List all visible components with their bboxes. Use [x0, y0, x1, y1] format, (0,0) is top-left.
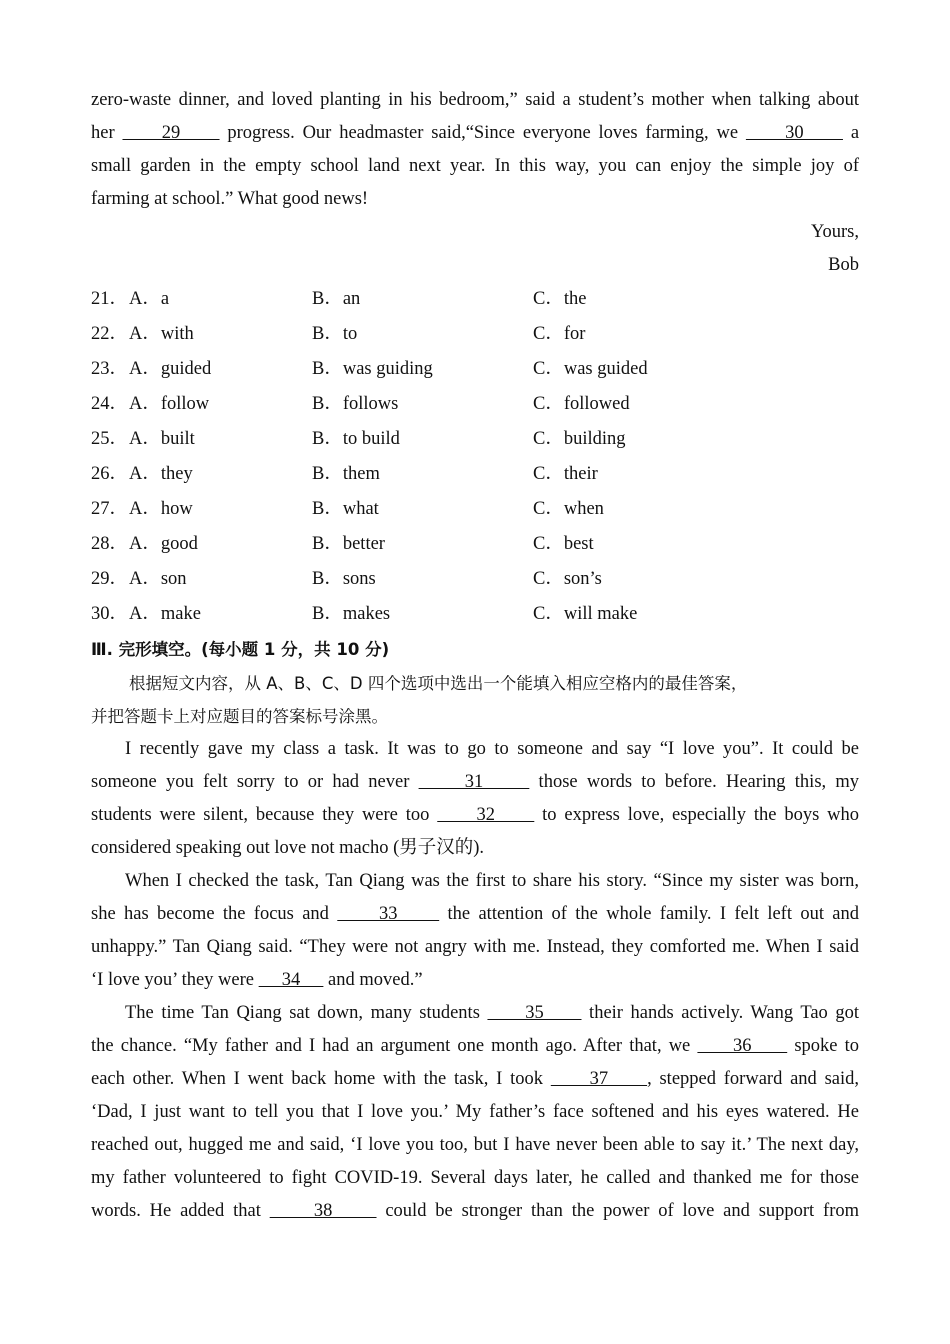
text-segment: she has become the focus and: [91, 904, 338, 924]
text-line: [91, 84, 859, 117]
text-segment: progress. Our headmaster said,“Since everyone loves farming, we: [219, 123, 746, 143]
option-a: A．with: [129, 324, 194, 344]
text-segment: to express love, especially the boys who: [534, 805, 859, 825]
text-line: [91, 1129, 859, 1162]
question-number: 23．: [91, 359, 129, 379]
text-segment: their hands actively. Wang Tao got: [581, 1003, 859, 1023]
text-line: [91, 799, 859, 832]
answer-blank: 30: [745, 123, 843, 143]
question-row: [91, 562, 859, 597]
option-b: B．better: [312, 534, 385, 554]
text-segment: zero-waste dinner, and loved planting in his bedroom,” said a student’s mother when talking about: [91, 90, 859, 110]
option-b: B．what: [312, 499, 379, 519]
text-segment: I recently gave my class a task. It was to go to someone and say “I love you”. It could be: [125, 739, 859, 759]
question-number: 26．: [91, 464, 129, 484]
answer-blank: 34: [258, 970, 324, 990]
question-row: [91, 352, 859, 387]
text-segment: a: [842, 123, 860, 143]
question-row: [91, 457, 859, 492]
answer-blank: 32: [437, 805, 535, 825]
question-number: 27．: [91, 499, 129, 519]
answer-blank: 31: [418, 772, 530, 792]
question-row: [91, 422, 859, 457]
text-line: [91, 766, 859, 799]
option-c: C．was guided: [533, 359, 648, 379]
text-segment: and moved.”: [323, 970, 423, 990]
option-a: A．a: [129, 289, 170, 309]
text-line: [91, 1195, 859, 1228]
option-a: A．built: [129, 429, 195, 449]
text-segment: the chance. “My father and I had an argument one month ago. After that, we: [91, 1036, 698, 1056]
question-number: 25．: [91, 429, 129, 449]
page: [91, 84, 859, 1228]
instruction-line: 根据短文内容，从 A、B、C、D 四个选项中选出一个能填入相应空格内的最佳答案，: [129, 674, 748, 693]
text-segment: ‘I love you’ they were: [91, 970, 259, 990]
option-a: A．they: [129, 464, 193, 484]
text-line: [91, 1030, 859, 1063]
letter-closing: Yours,: [811, 222, 859, 242]
option-a: A．make: [129, 604, 201, 624]
option-c: C．son’s: [533, 569, 602, 589]
option-c: C．the: [533, 289, 587, 309]
question-number: 22．: [91, 324, 129, 344]
text-segment: the attention of the whole family. I felt left out and: [439, 904, 860, 924]
text-segment: The time Tan Qiang sat down, many students: [125, 1003, 488, 1023]
text-segment: , stepped forward and said,: [647, 1069, 860, 1089]
text-segment: her: [91, 123, 123, 143]
answer-blank: 29: [122, 123, 220, 143]
text-line: [91, 1096, 859, 1129]
text-segment: spoke to: [787, 1036, 860, 1056]
answer-blank: 38: [269, 1201, 377, 1221]
text-line: [91, 150, 859, 183]
text-segment: considered speaking out love not macho (男子汉的).: [91, 838, 485, 858]
option-b: B．an: [312, 289, 361, 309]
question-number: 30．: [91, 604, 129, 624]
option-a: A．guided: [129, 359, 212, 379]
text-segment: small garden in the empty school land next year. In this way, you can enjoy the simple joy of: [91, 156, 859, 176]
text-line: [91, 1063, 859, 1096]
option-b: B．to build: [312, 429, 400, 449]
option-a: A．follow: [129, 394, 210, 414]
option-c: C．followed: [533, 394, 630, 414]
text-segment: could be stronger than the power of love and support from: [376, 1201, 859, 1221]
question-row: [91, 317, 859, 352]
text-segment: farming at school.” What good news!: [91, 189, 369, 209]
text-line: [91, 898, 859, 931]
question-number: 24．: [91, 394, 129, 414]
answer-blank: 36: [697, 1036, 788, 1056]
answer-options: [91, 282, 859, 632]
question-row: [91, 387, 859, 422]
text-segment: When I checked the task, Tan Qiang was the first to share his story. “Since my sister was born,: [125, 871, 859, 891]
option-c: C．best: [533, 534, 594, 554]
text-line: [91, 183, 859, 216]
text-line: [91, 1162, 859, 1195]
option-a: A．son: [129, 569, 187, 589]
text-segment: unhappy.” Tan Qiang said. “They were not angry with me. Instead, they comforted me. When I said: [91, 937, 859, 957]
question-number: 29．: [91, 569, 129, 589]
text-segment: ‘Dad, I just want to tell you that I love you.’ My father’s face softened and his eyes watered. He: [91, 1102, 859, 1122]
text-segment: reached out, hugged me and said, ‘I love you too, but I have never been able to say it.’ The next day,: [91, 1135, 859, 1155]
text-line: [91, 997, 859, 1030]
option-a: A．how: [129, 499, 193, 519]
text-line: [91, 931, 859, 964]
option-b: B．was guiding: [312, 359, 433, 379]
cloze-passage: [91, 733, 859, 1228]
question-row: [91, 527, 859, 562]
option-b: B．sons: [312, 569, 376, 589]
option-b: B．follows: [312, 394, 399, 414]
option-c: C．for: [533, 324, 586, 344]
option-b: B．them: [312, 464, 380, 484]
text-line: [91, 733, 859, 766]
instruction-line: 并把答题卡上对应题目的答案标号涂黑。: [91, 707, 388, 726]
question-number: 28．: [91, 534, 129, 554]
answer-blank: 35: [487, 1003, 582, 1023]
text-segment: someone you felt sorry to or had never: [91, 772, 419, 792]
text-segment: my father volunteered to fight COVID-19. Several days later, he called and thanked me for those: [91, 1168, 859, 1188]
text-segment: words. He added that: [91, 1201, 270, 1221]
question-row: [91, 597, 859, 632]
option-c: C．will make: [533, 604, 638, 624]
option-c: C．when: [533, 499, 604, 519]
option-c: C．building: [533, 429, 626, 449]
option-a: A．good: [129, 534, 198, 554]
answer-blank: 37: [550, 1069, 648, 1089]
text-line: [91, 865, 859, 898]
option-b: B．to: [312, 324, 358, 344]
question-row: [91, 282, 859, 317]
answer-blank: 33: [337, 904, 440, 924]
text-line: [91, 964, 859, 997]
passage-continuation: [91, 84, 859, 216]
text-line: [91, 117, 859, 150]
text-segment: each other. When I went back home with the task, I took: [91, 1069, 551, 1089]
question-number: 21．: [91, 289, 129, 309]
option-c: C．their: [533, 464, 598, 484]
option-b: B．makes: [312, 604, 391, 624]
letter-signature: Bob: [828, 255, 859, 275]
text-segment: students were silent, because they were too: [91, 805, 438, 825]
text-segment: those words to before. Hearing this, my: [529, 772, 860, 792]
question-row: [91, 492, 859, 527]
text-line: [91, 832, 859, 865]
section-heading: Ⅲ. 完形填空。(每小题 1 分，共 10 分): [91, 640, 390, 659]
